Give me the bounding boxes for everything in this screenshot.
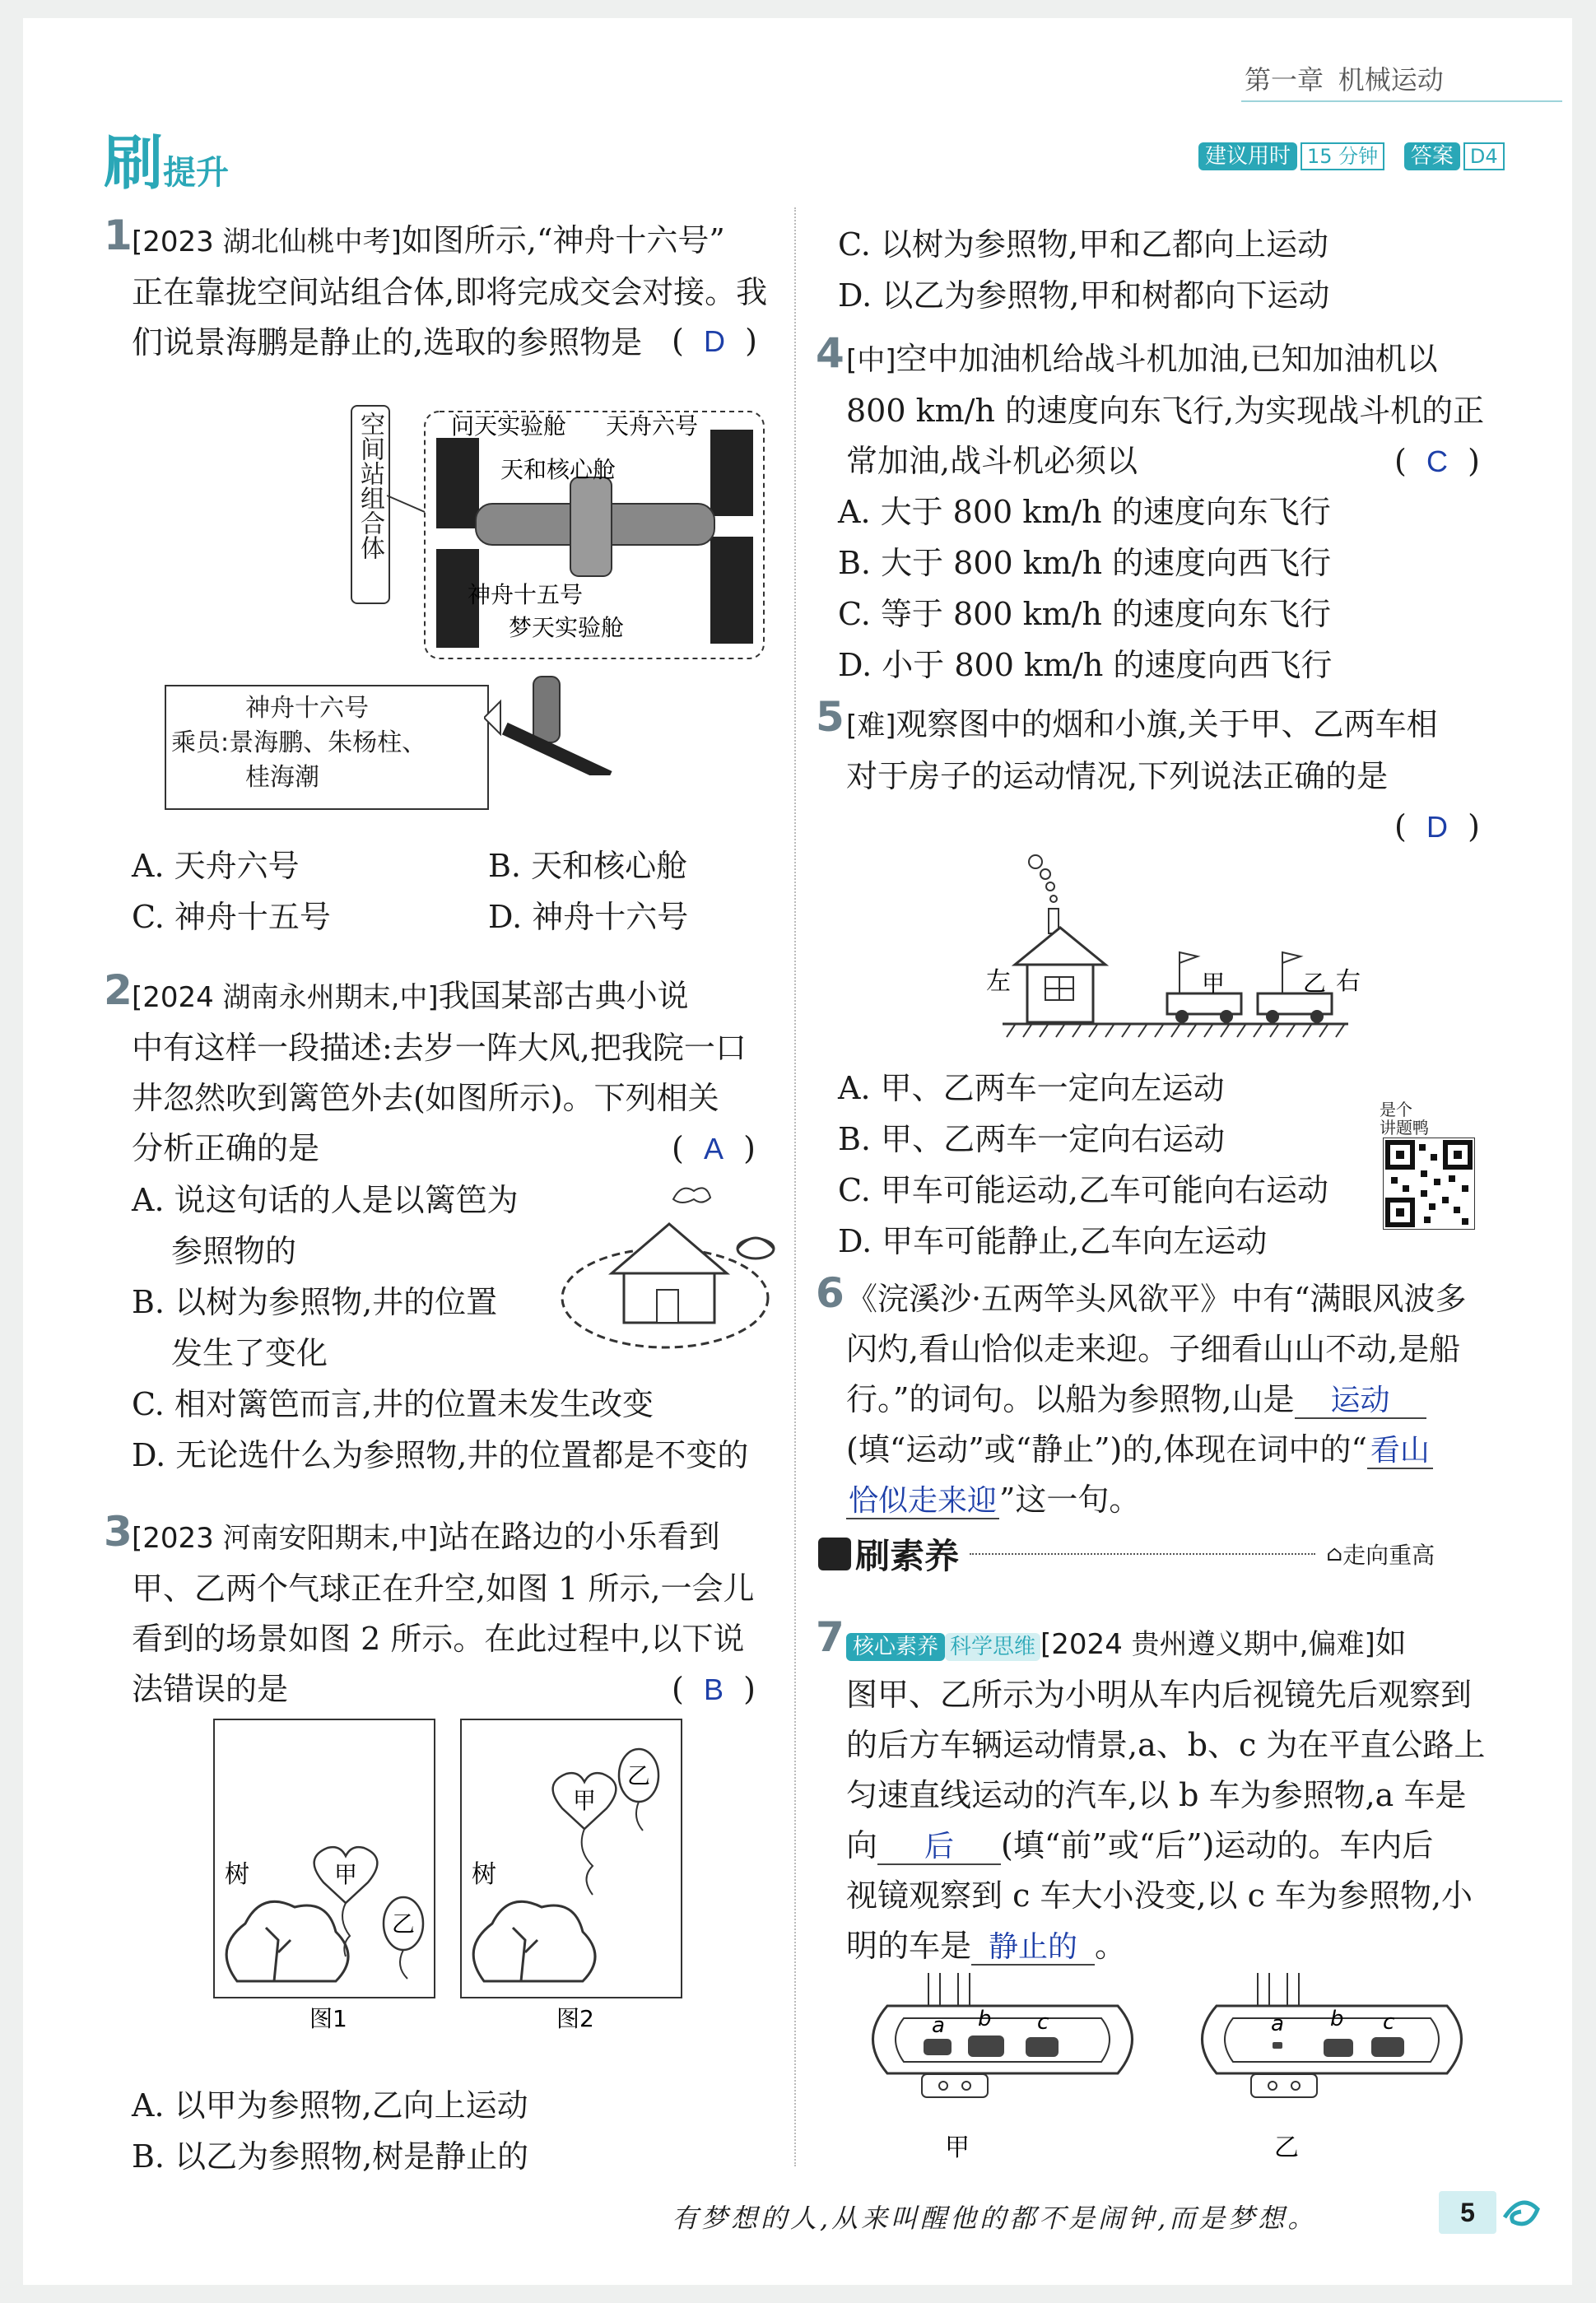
q1-solar-panel [436, 438, 479, 528]
q3-fig2-tree-label: 树 [472, 1860, 496, 1889]
q2-text: 中有这样一段描述:去岁一阵大风,把我院一口 [132, 1030, 747, 1066]
q6-text: 闪灼,看山恰似走来迎。子细看山山不动,是船 [846, 1331, 1461, 1367]
q1-side-label-box [351, 405, 390, 604]
q7-text: 向 [846, 1827, 878, 1863]
q3-text: 站在路边的小乐看到 [438, 1519, 720, 1555]
q1-option-b: B. 天和核心舱 [488, 848, 688, 884]
q7-text: (填“前”或“后”)运动的。车内后 [1001, 1827, 1434, 1863]
q3-answer: B [703, 1673, 724, 1706]
q1-label-shenzhou15: 神舟十五号 [468, 581, 584, 608]
q4-source: [中] [846, 344, 896, 377]
q7-blank-2[interactable]: 静止的 [971, 1931, 1095, 1966]
q5-answer: D [1426, 810, 1448, 844]
q7-fig1-caption: 甲 [945, 2133, 970, 2162]
q6-text: 行。”的词句。以船为参照物,山是 [846, 1381, 1295, 1417]
q1-label-tianzhou: 天舟六号 [606, 412, 699, 440]
q6-blank-2a[interactable]: 看山 [1367, 1435, 1433, 1469]
q6-number: 6 [816, 1269, 845, 1317]
q4-answer: C [1426, 444, 1448, 478]
q1-crew-line: 景海鹏、朱杨柱、 [229, 728, 427, 757]
q1-label-tianhe: 天和核心舱 [500, 456, 617, 483]
brand-sub: 提升 [163, 154, 230, 192]
q3-fig1-tree-label: 树 [225, 1860, 249, 1889]
section-right-label: 走向重高 [1342, 1542, 1435, 1569]
q7-fig2-caption: 乙 [1274, 2133, 1299, 2162]
q5-right-label: 右 [1336, 967, 1361, 996]
q2-answer: A [703, 1132, 724, 1165]
q2-option-b-cont: 发生了变化 [171, 1335, 328, 1371]
q6-stem [846, 1274, 1562, 1525]
q2-house-well-figure [550, 1175, 797, 1372]
header-rule [1241, 100, 1562, 102]
q7-tag-core: 核心素养 [846, 1633, 945, 1661]
q5-answer-bracket: ( D ) [1394, 808, 1480, 844]
q5-number: 5 [816, 693, 845, 741]
q6-blank-2b[interactable]: 恰似走来迎 [846, 1485, 999, 1519]
q3-fig1-caption: 图1 [309, 2005, 347, 2031]
q3-option-d: D. 以乙为参照物,甲和树都向下运动 [838, 277, 1330, 314]
q2-text: 分析正确的是 [132, 1130, 320, 1166]
answer-page: D4 [1463, 142, 1505, 170]
q1-answer: D [703, 324, 725, 358]
q7-text: 匀速直线运动的汽车,以 b 车为参照物,a 车是 [846, 1777, 1467, 1813]
q5-option-d: D. 甲车可能静止,乙车向左运动 [838, 1223, 1268, 1259]
section-icon [818, 1538, 851, 1570]
q4-answer-bracket: ( C ) [1394, 443, 1480, 479]
q6-text: ”这一句。 [999, 1482, 1141, 1518]
section-header [818, 1529, 1559, 1579]
q7-fig1-label-c: c [1037, 2010, 1049, 2035]
q7-text: 图甲、乙所示为小明从车内后视镜先后观察到 [846, 1677, 1473, 1713]
q3-fig1-balloon-jia: 甲 [334, 1861, 358, 1888]
qr-label-line: 是个 [1380, 1100, 1412, 1119]
q2-option-d: D. 无论选什么为参照物,井的位置都是不变的 [132, 1437, 749, 1473]
q7-mirror-yi [1203, 1973, 1462, 2162]
chapter-number: 第一章 [1245, 65, 1324, 95]
q1-side-label: 空间站组合体 [356, 412, 384, 560]
q1-text: 们说景海鹏是静止的,选取的参照物是 [132, 324, 643, 361]
q7-tag-thinking: 科学思维 [945, 1633, 1040, 1661]
q2-answer-bracket: ( A ) [672, 1130, 756, 1166]
q7-stem [846, 1618, 1562, 1971]
q2-option-a-cont: 参照物的 [171, 1233, 297, 1269]
q3-balloon-figures [212, 1718, 723, 2031]
q4-option-c: C. 等于 800 km/h 的速度向东飞行 [838, 596, 1331, 632]
q1-answer-bracket: ( D ) [672, 323, 757, 359]
brand-mark: 刷 [104, 128, 164, 198]
footer-motto: 有梦想的人,从来叫醒他的都不是闹钟,而是梦想。 [672, 2203, 1318, 2234]
q6-blank-1[interactable]: 运动 [1295, 1384, 1426, 1419]
q4-option-b: B. 大于 800 km/h 的速度向西飞行 [838, 545, 1332, 581]
q1-core-module [570, 477, 612, 576]
q3-fig2-balloon-yi: 乙 [627, 1762, 651, 1789]
q7-mirror-figures [854, 1973, 1513, 2170]
q1-source: [2023 湖北仙桃中考] [132, 226, 402, 258]
page [23, 18, 1572, 2285]
q5-car-yi-label: 乙 [1303, 970, 1327, 997]
time-value: 15 分钟 [1301, 142, 1384, 170]
q5-option-a: A. 甲、乙两车一定向左运动 [838, 1070, 1225, 1106]
q1-space-station-figure [385, 405, 772, 668]
q7-fig2-label-c: c [1383, 2010, 1395, 2035]
q1-label-wentian: 问天实验舱 [451, 412, 567, 440]
q3-text: 甲、乙两个气球正在升空,如图 1 所示,一会儿 [132, 1570, 755, 1607]
q2-text: 井忽然吹到篱笆外去(如图所示)。下列相关 [132, 1080, 719, 1116]
q1-solar-panel [710, 430, 753, 516]
q3-option-b: B. 以乙为参照物,树是静止的 [132, 2138, 529, 2175]
q5-car-jia-label: 甲 [1202, 970, 1226, 997]
q2-text: 我国某部古典小说 [438, 978, 689, 1014]
chapter-header [1245, 59, 1444, 97]
q1-option-c: C. 神舟十五号 [132, 899, 331, 935]
q7-text: 明的车是 [846, 1928, 972, 1964]
q3-answer-bracket: ( B ) [672, 1671, 756, 1707]
q7-fig2-label-b: b [1330, 2007, 1344, 2031]
q1-text: 正在靠拢空间站组合体,即将完成交会对接。我 [132, 274, 768, 310]
q3-option-c: C. 以树为参照物,甲和乙都向上运动 [838, 226, 1328, 263]
q1-solar-panel [710, 537, 753, 644]
time-badge [1198, 140, 1505, 170]
section-title: 刷素养 [855, 1536, 960, 1576]
q7-mirror-jia [873, 1973, 1133, 2162]
q5-option-b: B. 甲、乙两车一定向右运动 [838, 1121, 1226, 1157]
q5-text: 观察图中的烟和小旗,关于甲、乙两车相 [896, 706, 1438, 742]
time-label: 建议用时 [1198, 142, 1297, 170]
q7-fig1-label-a: a [932, 2013, 945, 2038]
qr-code[interactable] [1383, 1138, 1475, 1230]
q1-crew-title: 神舟十六号 [245, 694, 369, 723]
q4-text: 常加油,战斗机必须以 [846, 443, 1138, 479]
q7-blank-1[interactable]: 后 [877, 1831, 1001, 1865]
q1-crew-line: 桂海潮 [245, 763, 319, 792]
q7-fig2-label-a: a [1271, 2012, 1284, 2036]
q3-text: 法错误的是 [132, 1671, 289, 1707]
q3-fig1-balloon-yi: 乙 [392, 1910, 416, 1938]
q7-source: [2024 贵州遵义期中,偏难] [1040, 1628, 1375, 1661]
q5-stem [846, 700, 1554, 802]
q3-source: [2023 河南安阳期末,中] [132, 1522, 439, 1555]
q4-text: 空中加油机给战斗机加油,已知加油机以 [896, 341, 1438, 377]
q3-option-a: A. 以甲为参照物,乙向上运动 [132, 2087, 528, 2124]
q1-shenzhou16-icon [484, 668, 624, 775]
q3-number: 3 [104, 1508, 133, 1556]
q4-number: 4 [816, 329, 845, 377]
q6-text: (填“运动”或“静止”)的,体现在词中的“ [846, 1431, 1367, 1468]
q3-fig2-balloon-jia: 甲 [573, 1787, 597, 1814]
q1-number: 1 [104, 212, 133, 259]
q7-number: 7 [816, 1613, 845, 1661]
swirl-icon [1496, 2184, 1546, 2237]
q1-option-d: D. 神舟十六号 [488, 899, 689, 935]
q7-text: 如 [1375, 1625, 1407, 1661]
q5-left-label: 左 [986, 967, 1011, 996]
q5-option-c: C. 甲车可能运动,乙车可能向右运动 [838, 1172, 1328, 1208]
page-number: 5 [1439, 2191, 1496, 2234]
q2-option-a: A. 说这句话的人是以篱笆为 [132, 1182, 519, 1218]
q1-crew-prefix: 乘员: [171, 728, 230, 757]
q1-label-mengtian: 梦天实验舱 [509, 614, 625, 641]
chapter-title: 机械运动 [1338, 65, 1444, 95]
q7-fig1-label-b: b [978, 2007, 992, 2031]
q3-text: 看到的场景如图 2 所示。在此过程中,以下说 [132, 1621, 745, 1657]
qr-label-line: 讲题鸭 [1380, 1118, 1429, 1138]
q5-source: [难] [846, 710, 896, 742]
q7-text: 。 [1095, 1928, 1127, 1964]
q4-option-d: D. 小于 800 km/h 的速度向西飞行 [838, 647, 1333, 683]
q2-number: 2 [104, 966, 133, 1014]
q1-crew-box [165, 685, 489, 810]
section-dotted-rule [970, 1553, 1315, 1555]
q1-option-a: A. 天舟六号 [132, 848, 300, 884]
q7-text: 视镜观察到 c 车大小没变,以 c 车为参照物,小 [846, 1877, 1473, 1914]
q3-fig2-caption: 图2 [556, 2005, 594, 2031]
building-icon: ⌂ [1326, 1542, 1343, 1566]
brand-logo [104, 115, 229, 201]
qr-label [1380, 1100, 1429, 1137]
q2-option-b: B. 以树为参照物,井的位置 [132, 1284, 498, 1320]
q5-text: 对于房子的运动情况,下列说法正确的是 [846, 758, 1389, 794]
q2-option-c: C. 相对篱笆而言,井的位置未发生改变 [132, 1386, 654, 1422]
answer-label: 答案 [1404, 142, 1460, 170]
q7-text: 的后方车辆运动情景,a、b、c 为在平直公路上 [846, 1727, 1486, 1763]
q2-source: [2024 湖南永州期末,中] [132, 981, 439, 1014]
q1-text: 如图所示,“神舟十六号” [401, 222, 725, 258]
q5-house-cars-figure [986, 849, 1373, 1055]
q6-text: 《浣溪沙·五两竿头风欲平》中有“满眼风波多 [846, 1281, 1467, 1317]
q4-option-a: A. 大于 800 km/h 的速度向东飞行 [838, 494, 1331, 530]
q4-text: 800 km/h 的速度向东飞行,为实现战斗机的正 [846, 393, 1485, 429]
